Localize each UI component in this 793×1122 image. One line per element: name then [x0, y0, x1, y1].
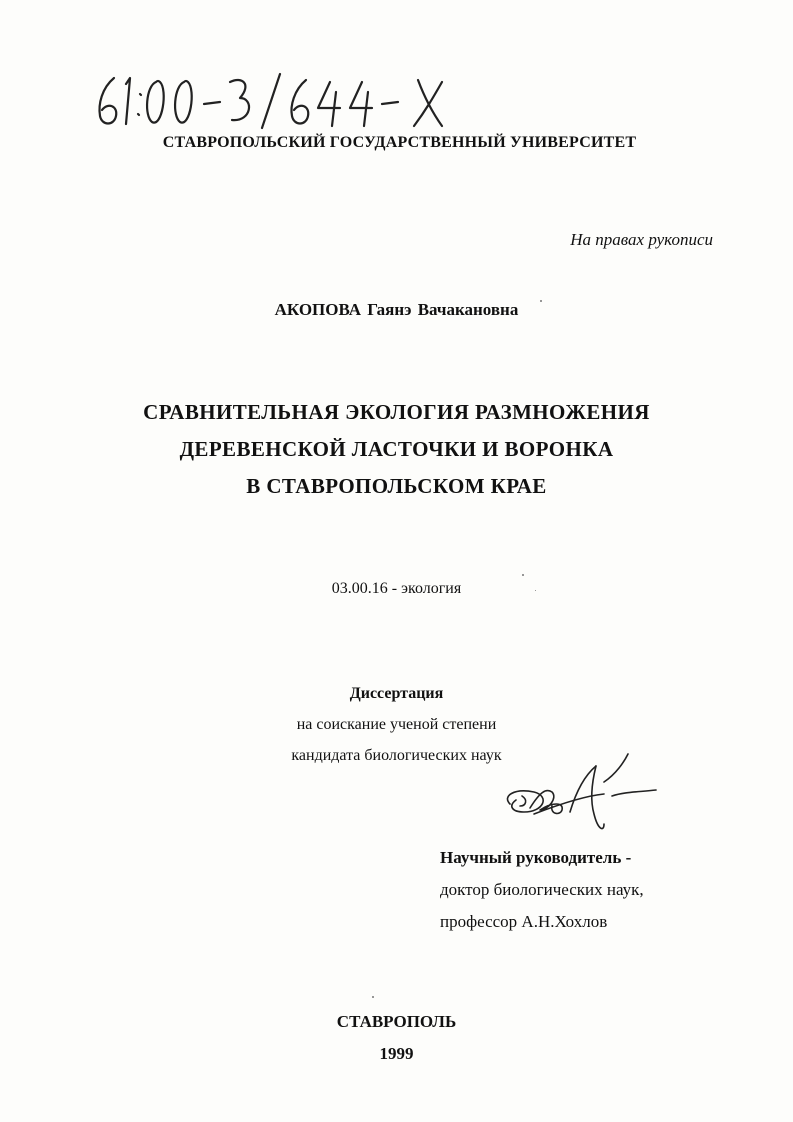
- year: 1999: [379, 1044, 414, 1063]
- specialty-code: 03.00.16 - экология: [331, 580, 462, 597]
- title-line-1: СРАВНИТЕЛЬНАЯ ЭКОЛОГИЯ РАЗМНОЖЕНИЯ: [143, 400, 650, 424]
- supervisor-label: Научный руководитель -: [440, 848, 632, 867]
- degree-line-1: на соискание ученой степени: [296, 716, 497, 733]
- supervisor-name: профессор А.Н.Хохлов: [440, 912, 608, 931]
- scan-speck: [540, 300, 542, 302]
- dissertation-heading: Диссертация: [349, 685, 444, 702]
- place-and-year: [0, 1006, 793, 1070]
- degree-line-2: кандидата биологических наук: [291, 747, 502, 764]
- city-name: СТАВРОПОЛЬ: [336, 1012, 457, 1031]
- scientific-supervisor-block: [440, 842, 644, 938]
- scan-speck: [372, 996, 374, 998]
- handwritten-reference-number: [92, 70, 452, 132]
- university-name: СТАВРОПОЛЬСКИЙ ГОСУДАРСТВЕННЫЙ УНИВЕРСИТЕТ: [162, 134, 637, 151]
- title-line-3: В СТАВРОПОЛЬСКОМ КРАЕ: [246, 474, 547, 498]
- author-name: АКОПОВА Гаянэ Вачакановна: [274, 300, 519, 319]
- supervisor-degree: доктор биологических наук,: [440, 880, 644, 899]
- scan-speck: [535, 590, 536, 591]
- manuscript-rights-note: На правах рукописи: [570, 230, 713, 249]
- dissertation-title: [0, 394, 793, 505]
- signature: [500, 752, 670, 844]
- scan-speck: [522, 574, 524, 576]
- dissertation-degree-block: [0, 678, 793, 771]
- title-line-2: ДЕРЕВЕНСКОЙ ЛАСТОЧКИ И ВОРОНКА: [179, 437, 614, 461]
